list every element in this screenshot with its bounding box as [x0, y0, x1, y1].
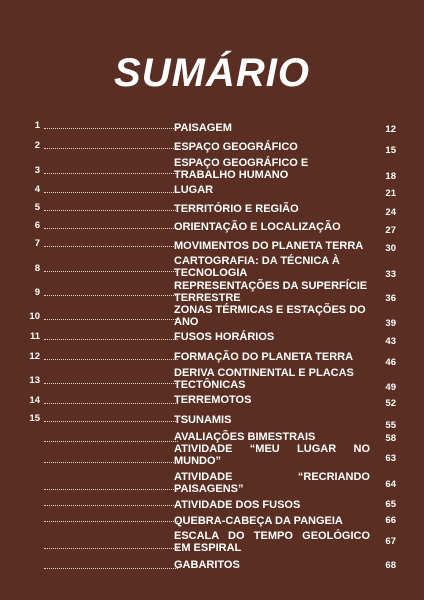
page-number: 67 [385, 536, 396, 547]
chapter-title: ATIVIDADE “MEU LUGAR NO MUNDO” [174, 443, 370, 467]
dot-leader [44, 295, 178, 296]
chapter-title: LUGAR [174, 184, 214, 196]
chapter-title: ESPAÇO GEOGRÁFICO [174, 141, 298, 153]
chapter-title: FORMAÇÃO DO PLANETA TERRA [174, 351, 354, 363]
page-number: 21 [385, 188, 396, 199]
chapter-title: FUSOS HORÁRIOS [174, 331, 275, 343]
chapter-number: 2 [34, 140, 40, 151]
toc-entry [28, 157, 398, 182]
page-number: 33 [385, 269, 396, 280]
chapter-number: 9 [34, 287, 40, 298]
dot-leader [44, 505, 178, 506]
chapter-title: TERREMOTOS [174, 394, 252, 406]
chapter-title: CARTOGRAFIA: DA TÉCNICA À TECNOLOGIA [174, 255, 340, 279]
dot-leader [44, 359, 178, 360]
toc-entry [28, 218, 398, 236]
chapter-title: ESPAÇO GEOGRÁFICO E TRABALHO HUMANO [174, 157, 309, 181]
page-number: 18 [385, 171, 396, 182]
toc-entry [28, 236, 398, 255]
toc-entry [28, 200, 398, 218]
dot-leader [44, 192, 178, 193]
chapter-number: 15 [29, 413, 40, 424]
dot-leader [44, 403, 178, 404]
page-number: 46 [385, 357, 396, 368]
toc-entry [28, 393, 398, 411]
chapter-title: ZONAS TÉRMICAS E ESTAÇÕES DO ANO [174, 304, 366, 328]
dot-leader [44, 210, 178, 211]
dot-leader [44, 548, 178, 549]
chapter-title: ATIVIDADE DOS FUSOS [174, 499, 301, 511]
page-number: 64 [385, 479, 396, 490]
page-number: 55 [385, 420, 396, 431]
chapter-number: 5 [34, 202, 40, 213]
dot-leader [44, 489, 178, 490]
page-number: 36 [385, 293, 396, 304]
dot-leader [44, 441, 178, 442]
chapter-title: TSUNAMIS [174, 414, 232, 426]
chapter-number: 1 [34, 120, 40, 131]
chapter-number: 12 [29, 351, 40, 362]
page-number: 24 [385, 207, 396, 218]
page-number: 65 [385, 499, 396, 510]
chapter-title: ORIENTAÇÃO E LOCALIZAÇÃO [174, 221, 341, 233]
chapter-title: TERRITÓRIO E REGIÃO [174, 203, 299, 215]
dot-leader [44, 319, 178, 320]
dot-leader [44, 173, 178, 174]
page-title: SUMÁRIO [114, 51, 310, 95]
toc-entry [28, 304, 398, 329]
page-number: 43 [385, 336, 396, 347]
page-number: 39 [385, 318, 396, 329]
chapter-title: QUEBRA-CABEÇA DA PANGEIA [174, 515, 343, 527]
dot-leader [44, 128, 178, 129]
dot-leader [44, 462, 178, 463]
chapter-number: 6 [34, 220, 40, 231]
page-number: 27 [385, 225, 396, 236]
page-number: 66 [385, 515, 396, 526]
chapter-number: 13 [29, 375, 40, 386]
chapter-title: ATIVIDADE “RECRIANDO PAISAGENS” [174, 471, 370, 495]
toc-entry [28, 255, 398, 280]
dot-leader [44, 383, 178, 384]
toc-entry [28, 512, 398, 528]
toc-entry [28, 349, 398, 367]
chapter-number: 14 [29, 395, 40, 406]
toc-entry [28, 329, 398, 349]
page-number: 12 [385, 124, 396, 135]
chapter-title: DERIVA CONTINENTAL E PLACAS TECTÔNICAS [174, 367, 354, 391]
dot-leader [44, 339, 178, 340]
dot-leader [44, 148, 178, 149]
chapter-number: 8 [34, 263, 40, 274]
table-of-contents [28, 118, 398, 576]
dot-leader [44, 421, 178, 422]
toc-entry [28, 367, 398, 393]
toc-entry [28, 496, 398, 512]
toc-entry [28, 528, 398, 558]
dot-leader [44, 568, 178, 569]
chapter-title: ESCALA DO TEMPO GEOLÓGICO EM ESPIRAL [174, 530, 370, 554]
chapter-number: 10 [29, 311, 40, 322]
toc-entry [28, 138, 398, 157]
dot-leader [44, 228, 178, 229]
chapter-title: MOVIMENTOS DO PLANETA TERRA [174, 240, 364, 252]
page-number: 49 [385, 382, 396, 393]
dot-leader [44, 271, 178, 272]
dot-leader [44, 521, 178, 522]
page-number: 68 [385, 560, 396, 571]
toc-entry [28, 471, 398, 496]
page-number: 30 [385, 243, 396, 254]
chapter-number: 11 [29, 331, 40, 342]
chapter-number: 3 [34, 165, 40, 176]
page-number: 58 [385, 433, 396, 444]
toc-entry [28, 411, 398, 431]
page-number: 15 [385, 145, 396, 156]
chapter-title: PAISAGEM [174, 122, 232, 134]
dot-leader [44, 246, 178, 247]
chapter-number: 7 [34, 238, 40, 249]
toc-entry [28, 182, 398, 200]
toc-entry [28, 558, 398, 576]
page-number: 63 [385, 453, 396, 464]
toc-entry [28, 280, 398, 304]
chapter-title: AVALIAÇÕES BIMESTRAIS [174, 431, 316, 443]
chapter-title: GABARITOS [174, 559, 240, 571]
toc-entry [28, 118, 398, 138]
chapter-title: REPRESENTAÇÕES DA SUPERFÍCIE TERRESTRE [174, 280, 368, 304]
page-number: 52 [385, 398, 396, 409]
toc-entry [28, 431, 398, 443]
chapter-number: 4 [34, 184, 40, 195]
toc-entry [28, 443, 398, 471]
